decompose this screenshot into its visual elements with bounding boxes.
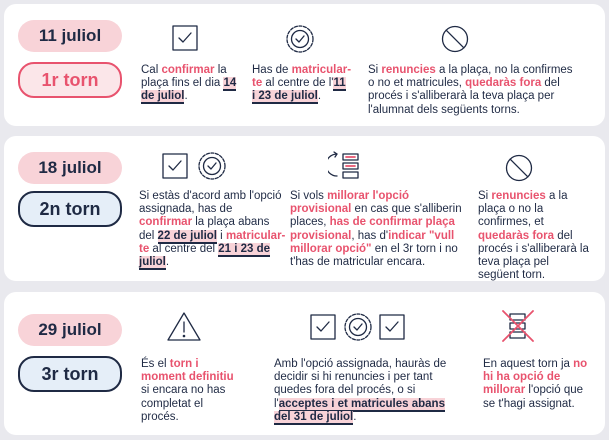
highlight-text: matricular-te <box>252 64 352 90</box>
round-column <box>139 190 287 269</box>
highlight-text: indicar "vull millorar opció" <box>290 229 455 255</box>
highlight-text: renuncies <box>491 190 546 202</box>
round-column <box>368 64 578 117</box>
checkbox-icon <box>171 24 199 57</box>
round-column <box>252 64 352 104</box>
round-turn-badge: 1r torn <box>18 62 122 98</box>
round-column <box>141 358 241 424</box>
round-date: 11 juliol <box>18 20 122 52</box>
badge-check-icon <box>343 312 373 347</box>
column-text <box>252 64 352 104</box>
round-card-2 <box>4 136 605 281</box>
checkbox-icon <box>161 152 189 185</box>
highlight-text: has de confirmar plaça provisional <box>290 216 455 242</box>
round-turn-badge: 3r torn <box>18 356 122 392</box>
body-text: a la plaça o no la confirmes, et <box>478 190 568 229</box>
round-card-1 <box>4 4 605 126</box>
checkbox-icon <box>309 313 337 346</box>
round-column <box>478 190 590 282</box>
body-text: Si <box>478 190 492 202</box>
body-text: i <box>216 229 226 242</box>
prohibited-icon <box>504 153 534 188</box>
body-text: Si vols <box>290 190 328 202</box>
body-text: al centre del <box>149 242 219 255</box>
checkbox-icon <box>378 313 406 346</box>
column-text <box>141 358 241 424</box>
highlight-text: confirmar <box>139 216 193 229</box>
round-column <box>141 64 241 104</box>
round-turn-badge: 2n torn <box>18 191 122 227</box>
badge-check-icon <box>197 151 227 186</box>
body-text: . <box>184 90 188 103</box>
column-text <box>483 358 591 411</box>
column-text <box>141 64 241 104</box>
body-text: del procés i s'alliberarà la teva plaça pel següent torn. <box>478 229 589 282</box>
body-text: És el <box>141 358 170 370</box>
round-column <box>290 190 464 269</box>
body-text: Si <box>368 64 382 76</box>
body-text: Si estàs d'acord amb l'opció assignada, has de <box>139 190 282 216</box>
highlight-text: quedaràs fora <box>478 229 555 242</box>
column-text <box>368 64 578 117</box>
body-text: en el 3r torn i no t'has de matricular encara. <box>290 242 458 269</box>
highlight-text: matricular-te <box>139 229 286 255</box>
deadline-text: 14 de juliol <box>141 77 237 103</box>
column-text <box>274 358 454 424</box>
round-date: 18 juliol <box>18 152 122 184</box>
badge-check-icon <box>285 24 315 59</box>
round-column <box>274 358 454 424</box>
column-text <box>478 190 590 282</box>
body-text: Amb l'opció assignada, hauràs de decidir si hi renuncies i per tant quedes fora del procés, o si l' <box>274 358 447 410</box>
deadline-text: acceptes i et matricules abans del 31 de juliol <box>274 397 445 423</box>
body-text: l'opció que se t'hagi assignat. <box>483 384 584 410</box>
highlight-text: renuncies <box>381 64 436 76</box>
body-text: del procés i s'alliberarà la teva plaça per l'alumnat dels següents torns. <box>368 77 560 116</box>
body-text: si encara no has completat el procés. <box>141 384 226 423</box>
deadline-text: 21 i 23 de juliol <box>139 242 271 269</box>
round-card-3 <box>4 292 605 435</box>
body-text: En aquest torn ja <box>483 358 574 370</box>
round-date: 29 juliol <box>18 314 122 346</box>
column-text <box>139 190 287 269</box>
body-text: la plaça abans del <box>139 216 270 242</box>
body-text: . <box>165 256 170 269</box>
prohibited-icon <box>440 24 470 59</box>
highlight-text: millorar l'opció provisional <box>290 190 410 216</box>
no-improve-icon <box>500 308 536 349</box>
highlight-text: torn i moment definitiu <box>141 358 234 384</box>
highlight-text: confirmar <box>161 64 215 76</box>
body-text: . <box>317 90 322 103</box>
deadline-text: 11 i 23 de juliol <box>252 77 346 103</box>
column-text <box>290 190 464 269</box>
body-text: a la plaça, no la confirmes o no et matricules, <box>368 64 573 90</box>
highlight-text: quedaràs fora <box>465 77 542 90</box>
body-text: al centre de l' <box>262 77 334 90</box>
warning-icon <box>166 310 202 347</box>
body-text: Cal <box>141 64 162 76</box>
body-text: la plaça fins el dia <box>141 64 227 90</box>
round-column <box>483 358 591 411</box>
deadline-text: 22 de juliol <box>157 229 217 242</box>
improve-list-icon <box>328 150 364 187</box>
body-text: Has de <box>252 64 292 76</box>
body-text: . <box>353 410 357 423</box>
body-text: , has d' <box>351 229 389 242</box>
highlight-text: no hi ha opció de millorar <box>483 358 588 397</box>
body-text: en cas que s'alliberin places, <box>290 203 462 229</box>
